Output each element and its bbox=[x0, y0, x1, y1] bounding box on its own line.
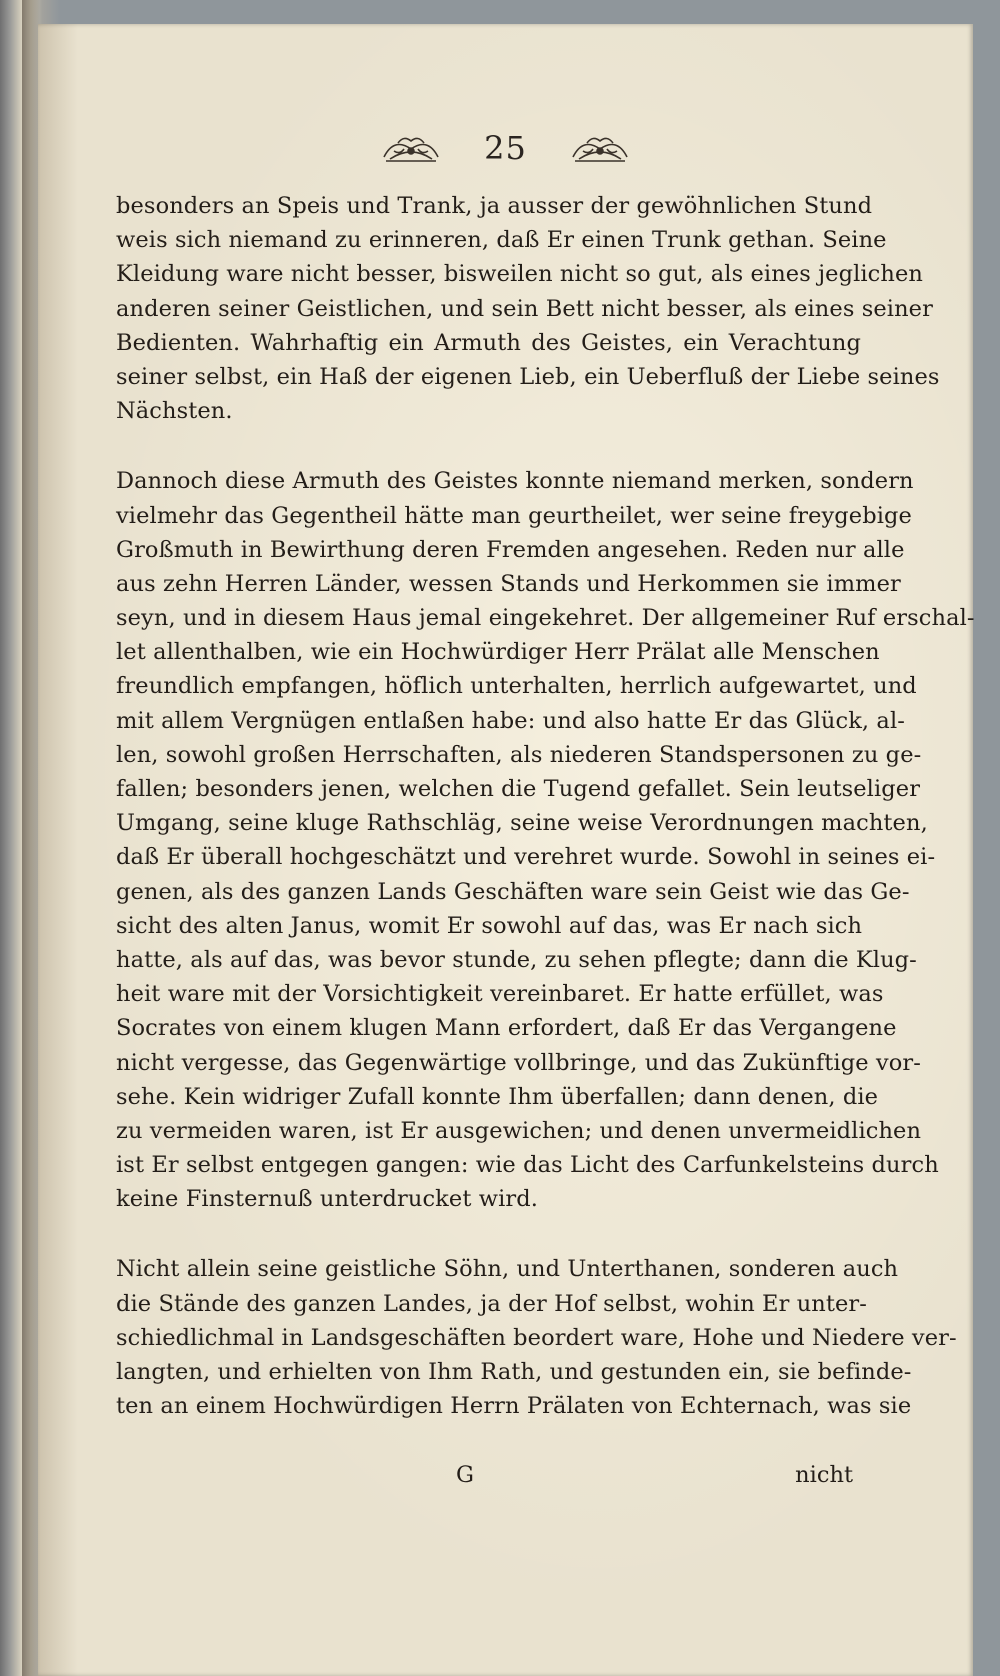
text-line: let allenthalben, wie ein Hochwürdiger Herr Prälat alle Menschen bbox=[116, 639, 880, 666]
text-line: Bedienten. Wahrhaftig ein Armuth des Geistes, ein Verachtung bbox=[116, 329, 861, 356]
text-line: zu vermeiden waren, ist Er ausgewichen; und denen unvermeidlichen bbox=[116, 1117, 922, 1144]
text-line: schiedlichmal in Landsgeschäften beordert ware, Hohe und Niedere ver- bbox=[116, 1324, 957, 1351]
text-line: nicht vergesse, das Gegenwärtige vollbringe, und das Zukünftige vor- bbox=[116, 1049, 921, 1076]
text-line: sehe. Kein widriger Zufall konnte Ihm überfallen; dann denen, die bbox=[116, 1083, 879, 1110]
text-line: heit ware mit der Vorsichtigkeit vereinbaret. Er hatte erfüllet, was bbox=[116, 981, 884, 1008]
page-number: 25 bbox=[484, 129, 527, 167]
text-line: daß Er überall hochgeschätzt und verehret wurde. Sowohl in seines ei- bbox=[116, 844, 936, 871]
text-line: len, sowohl großen Herrschaften, als niederen Standspersonen zu ge- bbox=[116, 741, 922, 768]
page-footer bbox=[116, 1462, 861, 1496]
book-page bbox=[38, 24, 973, 1676]
text-line: Socrates von einem klugen Mann erfordert, daß Er das Vergangene bbox=[116, 1015, 897, 1042]
text-line: Nächsten. bbox=[116, 398, 233, 425]
text-line: genen, als des ganzen Lands Geschäften ware sein Geist wie das Ge- bbox=[116, 878, 910, 905]
paragraph-2 bbox=[116, 464, 975, 1216]
text-line: vielmehr das Gegentheil hätte man geurtheilet, wer seine freygebige bbox=[116, 502, 912, 529]
text-line: ten an einem Hochwürdigen Herrn Prälaten von Echternach, was sie bbox=[116, 1393, 912, 1420]
paragraph-1 bbox=[116, 189, 940, 428]
text-line: die Stände des ganzen Landes, ja der Hof selbst, wohin Er unter- bbox=[116, 1290, 867, 1317]
text-line: seyn, und in diesem Haus jemal eingekehret. Der allgemeiner Ruf erschal- bbox=[116, 605, 975, 632]
text-line: keine Finsternuß unterdrucket wird. bbox=[116, 1186, 538, 1213]
text-line: hatte, als auf das, was bevor stunde, zu sehen pflegte; dann die Klug- bbox=[116, 946, 917, 973]
text-line: anderen seiner Geistlichen, und sein Bett nicht besser, als eines seiner bbox=[116, 295, 933, 322]
text-line: Kleidung ware nicht besser, bisweilen nicht so gut, als eines jeglichen bbox=[116, 261, 923, 288]
text-line: freundlich empfangen, höflich unterhalten, herrlich aufgewartet, und bbox=[116, 673, 917, 700]
text-line: besonders an Speis und Trank, ja ausser der gewöhnlichen Stund bbox=[116, 193, 873, 219]
text-line: aus zehn Herren Länder, wessen Stands und Herkommen sie immer bbox=[116, 570, 901, 597]
text-line: ist Er selbst entgegen gangen: wie das Licht des Carfunkelsteins durch bbox=[116, 1152, 939, 1179]
paragraph-3 bbox=[116, 1252, 957, 1423]
page-header bbox=[38, 120, 973, 176]
text-line: seiner selbst, ein Haß der eigenen Lieb, ein Ueberfluß der Liebe seines bbox=[116, 363, 940, 390]
text-line: Großmuth in Bewirthung deren Fremden angesehen. Reden nur alle bbox=[116, 536, 905, 563]
signature-mark: G bbox=[456, 1462, 474, 1488]
text-line: weis sich niemand zu erinneren, daß Er einen Trunk gethan. Seine bbox=[116, 227, 887, 254]
text-line: sicht des alten Janus, womit Er sowohl auf das, was Er nach sich bbox=[116, 912, 863, 939]
text-line: fallen; besonders jenen, welchen die Tugend gefallet. Sein leutseliger bbox=[116, 776, 921, 802]
text-line: Nicht allein seine geistliche Söhn, und Unterthanen, sonderen auch bbox=[116, 1256, 899, 1283]
catchword: nicht bbox=[795, 1462, 853, 1488]
text-line: mit allem Vergnügen entlaßen habe: und also hatte Er das Glück, al- bbox=[116, 707, 905, 734]
body-text bbox=[116, 189, 975, 1423]
text-line: langten, und erhielten von Ihm Rath, und gestunden ein, sie befinde- bbox=[116, 1359, 912, 1385]
text-line: Umgang, seine kluge Rathschläg, seine weise Verordnungen machten, bbox=[116, 810, 928, 837]
text-line: Dannoch diese Armuth des Geistes konnte niemand merken, sondern bbox=[116, 468, 914, 495]
fleuron-ornament-left-icon bbox=[380, 131, 442, 165]
fleuron-ornament-right-icon bbox=[569, 131, 631, 165]
